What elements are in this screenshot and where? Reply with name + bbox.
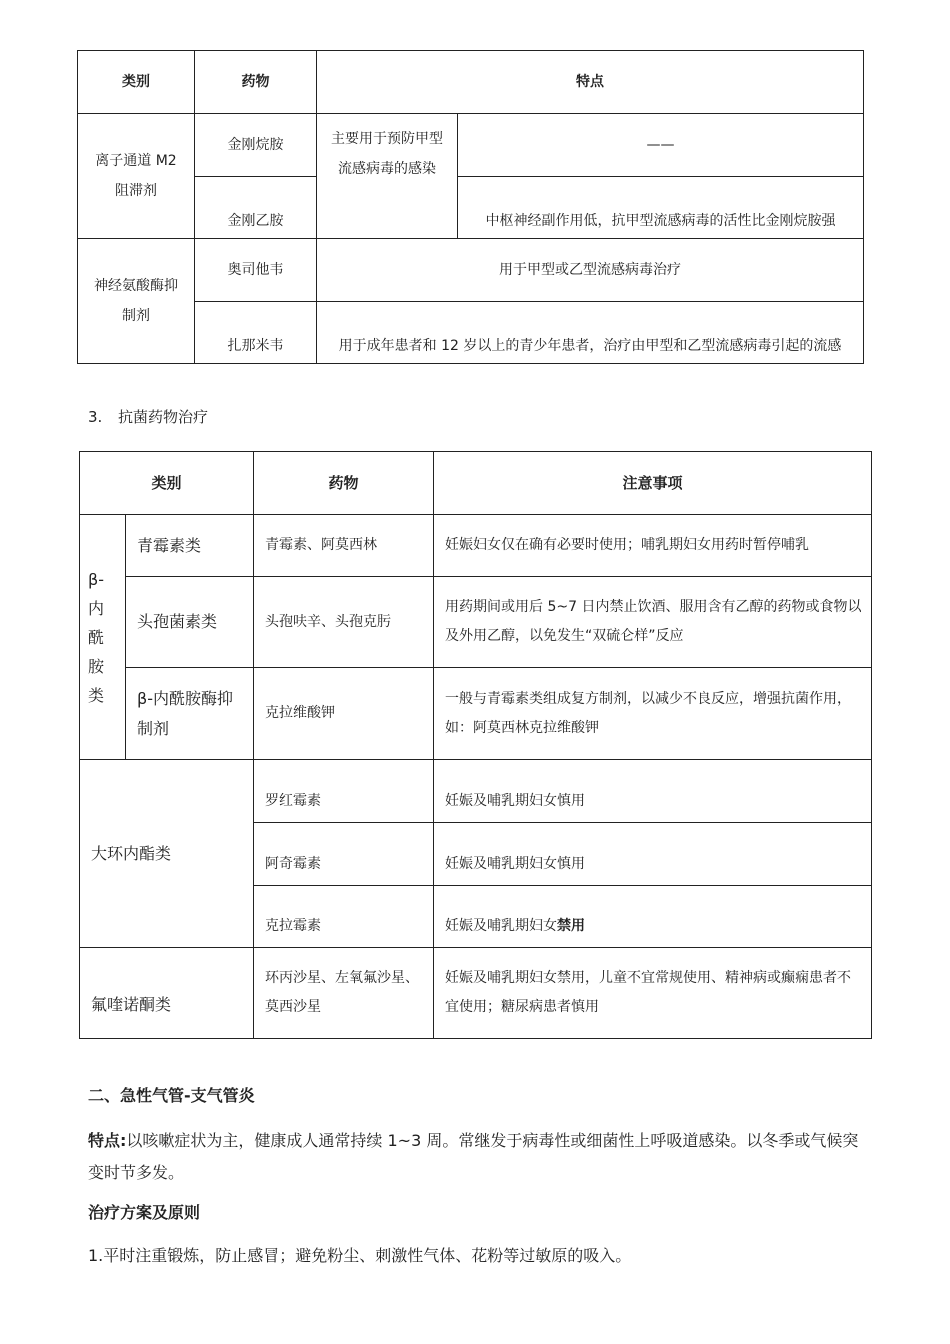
drug-zanamivir: 扎那米韦 — [195, 302, 317, 364]
feature-label: 特点: — [88, 1131, 127, 1150]
section-number: 3. — [88, 408, 103, 426]
header-feature: 特点 — [317, 51, 864, 114]
drug-clavulanate: 克拉维酸钾 — [254, 668, 434, 760]
category-fluoroquinolone: 氟喹诺酮类 — [80, 948, 254, 1039]
note-clarithromycin: 妊娠及哺乳期妇女禁用 — [434, 886, 872, 948]
note-oseltamivir: 用于甲型或乙型流感病毒治疗 — [317, 239, 864, 302]
note-azithromycin: 妊娠及哺乳期妇女慎用 — [434, 823, 872, 886]
drug-cephalosporin: 头孢呋辛、头孢克肟 — [254, 577, 434, 668]
drug-rimantadine: 金刚乙胺 — [195, 177, 317, 239]
drug-fluoroquinolone: 环丙沙星、左氧氟沙星、莫西沙星 — [254, 948, 434, 1039]
drug-amantadine: 金刚烷胺 — [195, 114, 317, 177]
treatment-plan-heading: 治疗方案及原则 — [88, 1203, 201, 1222]
drug-clarithromycin: 克拉霉素 — [254, 886, 434, 948]
feature-paragraph — [88, 1125, 868, 1189]
shared-feature: 主要用于预防甲型流感病毒的感染 — [317, 114, 458, 239]
note-penicillin: 妊娠妇女仅在确有必要时使用；哺乳期妇女用药时暂停哺乳 — [434, 515, 872, 577]
note-cephalosporin: 用药期间或用后 5~7 日内禁止饮酒、服用含有乙醇的药物或食物以及外用乙醇，以免发生“双硫仑样”反应 — [434, 577, 872, 668]
category-neuraminidase: 神经氨酸酶抑制剂 — [78, 239, 195, 364]
section-title: 抗菌药物治疗 — [118, 408, 209, 426]
header-drug: 药物 — [195, 51, 317, 114]
feature-text: 以咳嗽症状为主，健康成人通常持续 1~3 周。常继发于病毒性或细菌性上呼吸道感染。以冬季或气候突变时节多发。 — [88, 1131, 859, 1182]
note-rimantadine: 中枢神经副作用低，抗甲型流感病毒的活性比金刚烷胺强 — [458, 177, 864, 239]
header-category: 类别 — [80, 452, 254, 515]
subcategory-cephalosporin: 头孢菌素类 — [126, 577, 254, 668]
antibacterial-table — [79, 451, 872, 1039]
subcategory-penicillin: 青霉素类 — [126, 515, 254, 577]
drug-roxithromycin: 罗红霉素 — [254, 760, 434, 823]
note-roxithromycin: 妊娠及哺乳期妇女慎用 — [434, 760, 872, 823]
note-clarithromycin-bold: 禁用 — [557, 918, 586, 934]
category-macrolide: 大环内酯类 — [80, 760, 254, 948]
note-amantadine: —— — [458, 114, 864, 177]
note-zanamivir: 用于成年患者和 12 岁以上的青少年患者，治疗由甲型和乙型流感病毒引起的流感 — [317, 302, 864, 364]
header-category: 类别 — [78, 51, 195, 114]
antiviral-table — [77, 50, 864, 364]
drug-oseltamivir: 奥司他韦 — [195, 239, 317, 302]
section-heading-bronchitis: 二、急性气管-支气管炎 — [88, 1086, 255, 1105]
drug-azithromycin: 阿奇霉素 — [254, 823, 434, 886]
section-3-heading — [88, 406, 208, 427]
category-m2-blocker: 离子通道 M2 阻滞剂 — [78, 114, 195, 239]
subcategory-beta-lactamase-inhibitor: β-内酰胺酶抑制剂 — [126, 668, 254, 760]
category-beta-lactam: β-内酰胺类 — [80, 515, 126, 760]
header-drug: 药物 — [254, 452, 434, 515]
note-clavulanate: 一般与青霉素类组成复方制剂，以减少不良反应，增强抗菌作用，如：阿莫西林克拉维酸钾 — [434, 668, 872, 760]
treatment-item-1: 1.平时注重锻炼，防止感冒；避免粉尘、刺激性气体、花粉等过敏原的吸入。 — [88, 1246, 632, 1265]
note-fluoroquinolone: 妊娠及哺乳期妇女禁用，儿童不宜常规使用、精神病或癫痫患者不宜使用；糖尿病患者慎用 — [434, 948, 872, 1039]
drug-penicillin: 青霉素、阿莫西林 — [254, 515, 434, 577]
header-notes: 注意事项 — [434, 452, 872, 515]
